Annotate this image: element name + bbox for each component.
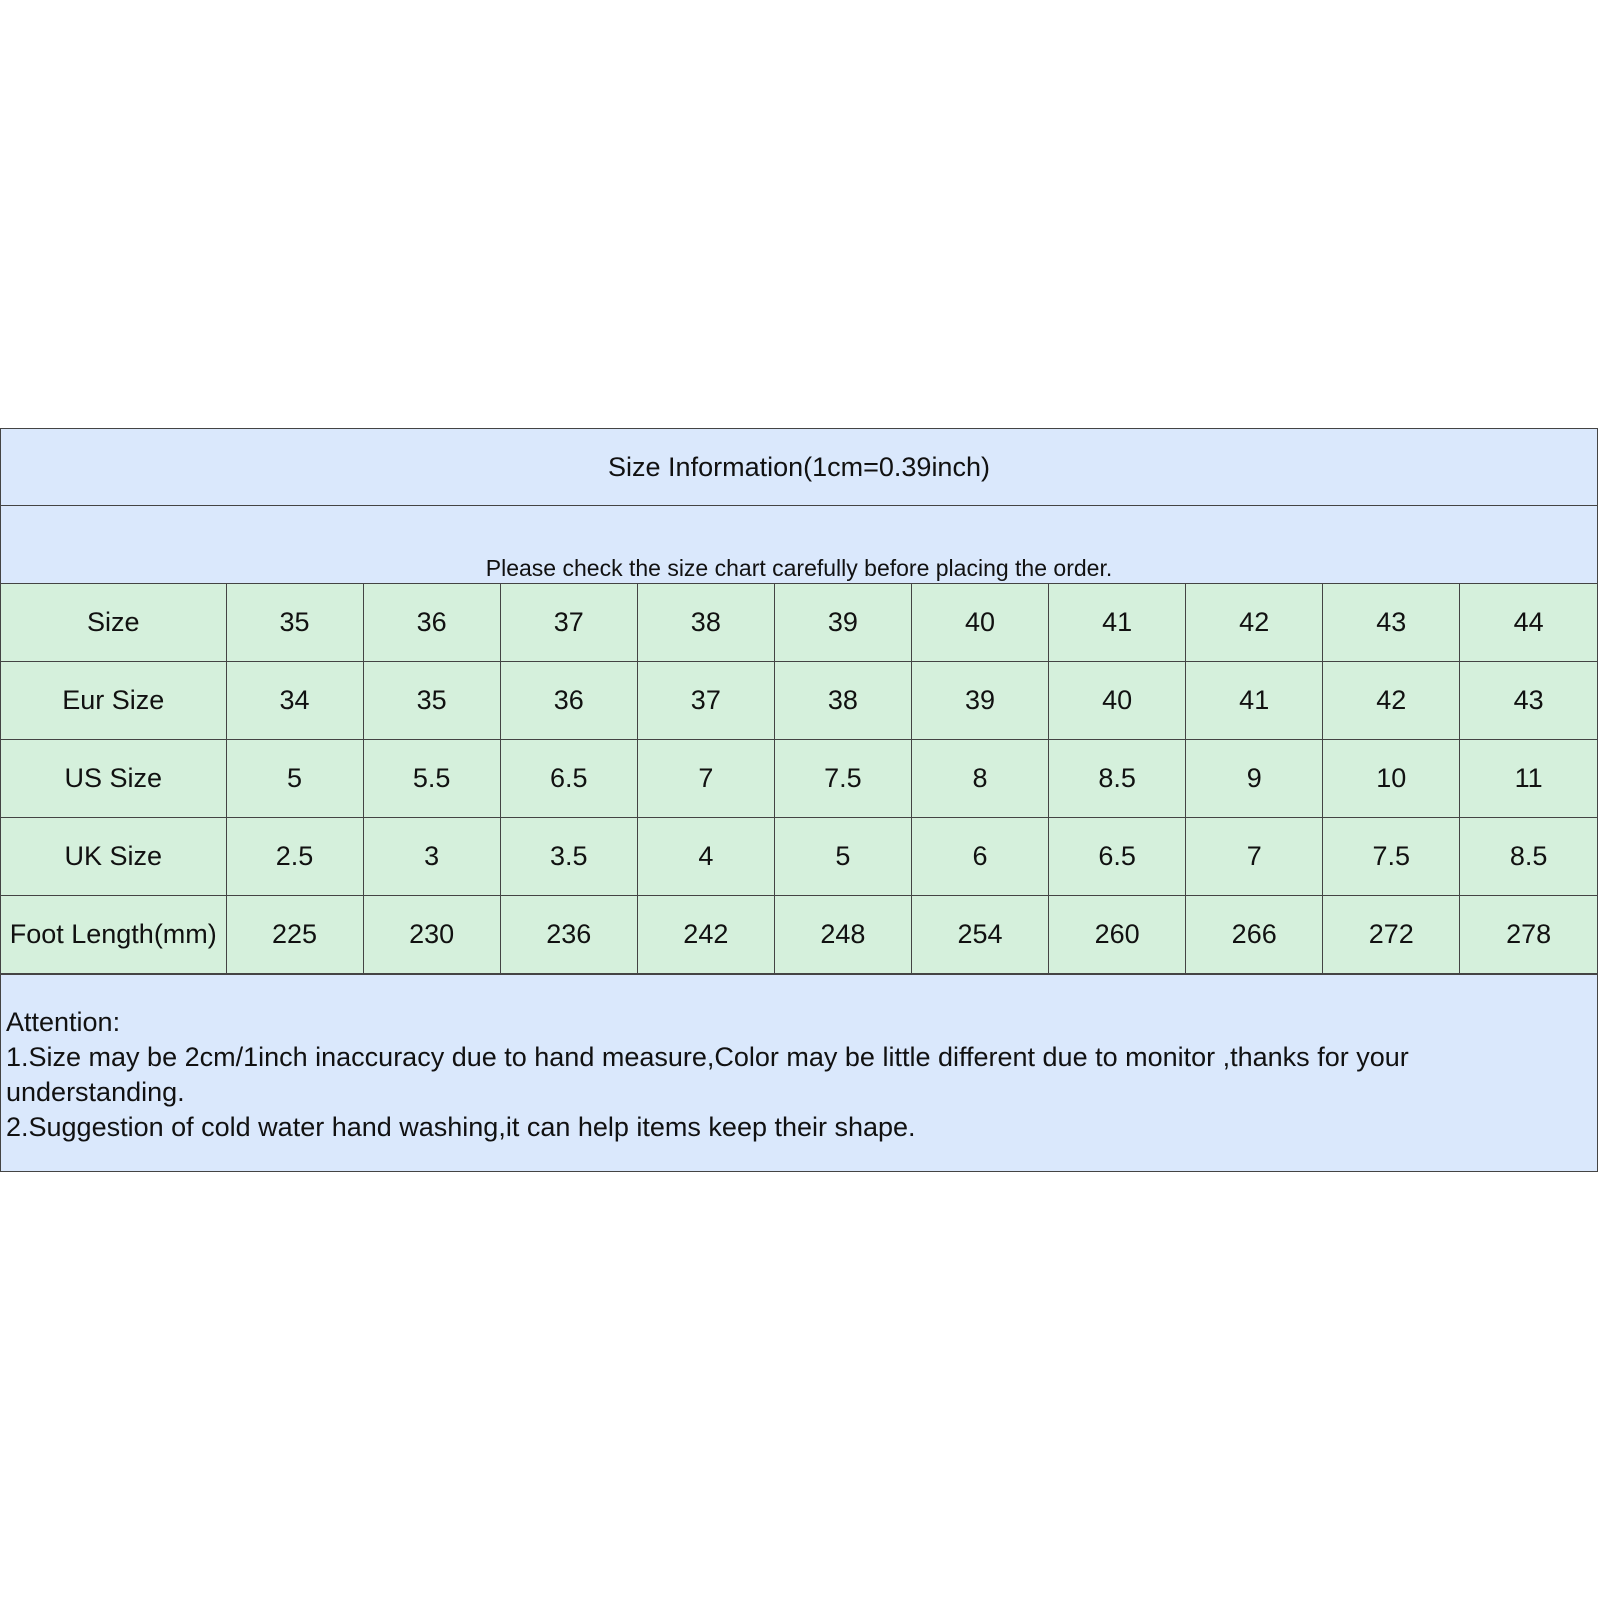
table-cell: 7 — [637, 740, 774, 818]
size-info-subtitle-row — [1, 506, 1597, 584]
size-info-title: Size Information(1cm=0.39inch) — [608, 451, 990, 482]
attention-note-2: 2.Suggestion of cold water hand washing,it can help items keep their shape. — [6, 1112, 916, 1142]
table-row — [1, 662, 1597, 740]
table-cell: 7.5 — [774, 740, 911, 818]
table-cell: 7 — [1186, 818, 1323, 896]
table-cell: 40 — [1049, 662, 1186, 740]
table-row — [1, 740, 1597, 818]
table-cell: 242 — [637, 896, 774, 974]
row-label: Size — [1, 584, 226, 662]
table-cell: 6.5 — [500, 740, 637, 818]
table-cell: 43 — [1460, 662, 1597, 740]
table-cell: 7.5 — [1323, 818, 1460, 896]
table-cell: 39 — [774, 584, 911, 662]
table-cell: 5 — [774, 818, 911, 896]
row-label: Foot Length(mm) — [1, 896, 226, 974]
table-row — [1, 818, 1597, 896]
table-cell: 10 — [1323, 740, 1460, 818]
size-chart-table-block — [0, 428, 1598, 1172]
table-cell: 5 — [226, 740, 363, 818]
table-row — [1, 896, 1597, 974]
table-cell: 230 — [363, 896, 500, 974]
table-cell: 41 — [1049, 584, 1186, 662]
table-cell: 38 — [774, 662, 911, 740]
table-cell: 272 — [1323, 896, 1460, 974]
table-cell: 3.5 — [500, 818, 637, 896]
table-cell: 2.5 — [226, 818, 363, 896]
table-cell: 42 — [1186, 584, 1323, 662]
row-label: Eur Size — [1, 662, 226, 740]
attention-heading: Attention: — [6, 1007, 121, 1037]
size-info-title-row — [1, 429, 1597, 506]
table-cell: 38 — [637, 584, 774, 662]
table-cell: 3 — [363, 818, 500, 896]
table-cell: 44 — [1460, 584, 1597, 662]
table-cell: 6.5 — [1049, 818, 1186, 896]
table-cell: 39 — [911, 662, 1048, 740]
row-label: US Size — [1, 740, 226, 818]
table-cell: 225 — [226, 896, 363, 974]
table-cell: 254 — [911, 896, 1048, 974]
table-cell: 266 — [1186, 896, 1323, 974]
table-cell: 43 — [1323, 584, 1460, 662]
table-cell: 37 — [500, 584, 637, 662]
table-cell: 35 — [226, 584, 363, 662]
table-row — [1, 584, 1597, 662]
attention-note-1: 1.Size may be 2cm/1inch inaccuracy due to hand measure,Color may be little different due to monitor ,thanks for your understanding. — [6, 1042, 1409, 1107]
table-cell: 35 — [363, 662, 500, 740]
table-cell: 34 — [226, 662, 363, 740]
table-cell: 278 — [1460, 896, 1597, 974]
size-info-subtitle: Please check the size chart carefully before placing the order. — [485, 555, 1113, 581]
table-cell: 5.5 — [363, 740, 500, 818]
table-cell: 9 — [1186, 740, 1323, 818]
table-cell: 260 — [1049, 896, 1186, 974]
table-cell: 236 — [500, 896, 637, 974]
row-label: UK Size — [1, 818, 226, 896]
table-cell: 40 — [911, 584, 1048, 662]
table-cell: 41 — [1186, 662, 1323, 740]
table-cell: 4 — [637, 818, 774, 896]
table-cell: 42 — [1323, 662, 1460, 740]
table-cell: 6 — [911, 818, 1048, 896]
size-table — [1, 584, 1597, 974]
table-cell: 8 — [911, 740, 1048, 818]
attention-notes — [1, 974, 1597, 1171]
table-cell: 36 — [500, 662, 637, 740]
table-cell: 8.5 — [1049, 740, 1186, 818]
table-cell: 36 — [363, 584, 500, 662]
table-cell: 37 — [637, 662, 774, 740]
size-table-body — [1, 584, 1597, 974]
table-cell: 248 — [774, 896, 911, 974]
table-cell: 8.5 — [1460, 818, 1597, 896]
table-cell: 11 — [1460, 740, 1597, 818]
